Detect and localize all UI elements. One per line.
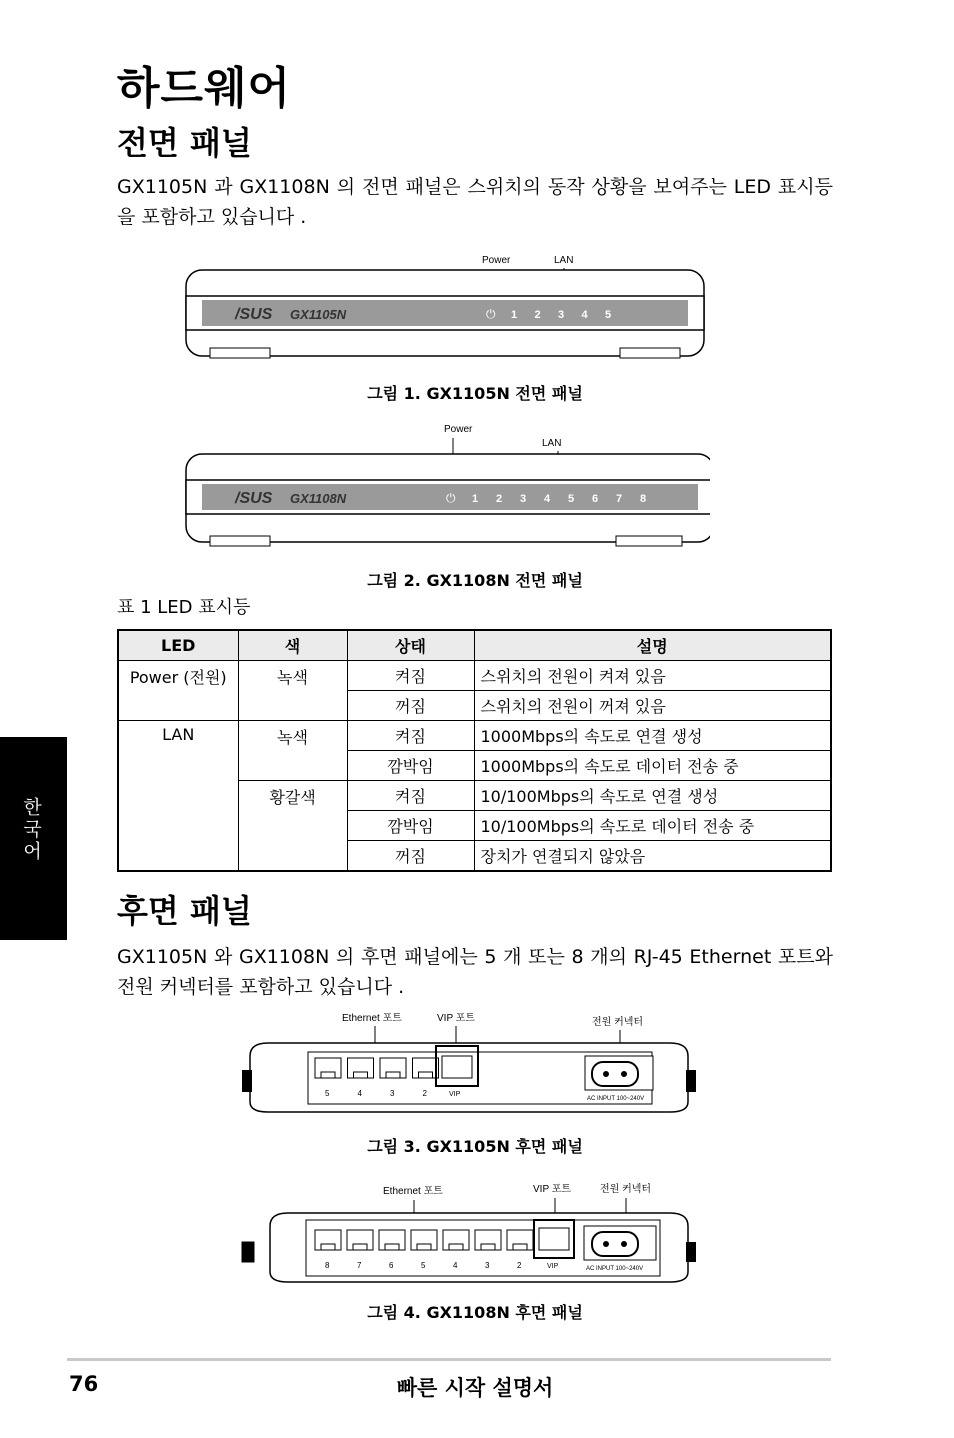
ethernet-port	[413, 1058, 439, 1078]
cell-description: 장치가 연결되지 않았음	[474, 841, 831, 872]
fig4-vip-port-label: VIP	[547, 1263, 559, 1270]
port-number: 6	[389, 1261, 394, 1270]
header-description: 설명	[474, 630, 831, 661]
port-number: 7	[357, 1261, 362, 1270]
cell-state: 켜짐	[347, 661, 474, 691]
fig2-brand-logo: /SUS	[235, 490, 273, 507]
cell-state: 깜박임	[347, 751, 474, 781]
fig1-power-icon: ⏻	[486, 307, 496, 321]
table-row	[118, 721, 831, 751]
cell-state: 꺼짐	[347, 691, 474, 721]
fig3-power-label: 전원 커넥터	[592, 1017, 644, 1028]
port-number: 4	[357, 1089, 362, 1098]
header-state: 상태	[347, 630, 474, 661]
ethernet-port	[315, 1230, 341, 1250]
ethernet-port	[507, 1230, 533, 1250]
ethernet-port	[379, 1230, 405, 1250]
fig2-power-label: Power	[444, 424, 473, 435]
led-number: 2	[534, 309, 541, 321]
fig4-ac-input-label: AC INPUT 100~240V	[586, 1266, 644, 1272]
figure-3-caption: 그림 3. GX1105N 후면 패널	[367, 1137, 583, 1156]
ethernet-port	[380, 1058, 406, 1078]
port-number: 4	[453, 1261, 458, 1270]
figure-gx1108n-front	[180, 418, 710, 553]
port-number: 3	[485, 1261, 490, 1270]
cell-led: LAN	[118, 721, 238, 872]
fig1-lan-label: LAN	[554, 255, 574, 266]
cell-description: 1000Mbps의 속도로 데이터 전송 중	[474, 751, 831, 781]
cell-color: 녹색	[238, 721, 347, 781]
fig2-lan-label: LAN	[542, 438, 562, 449]
cell-color: 황갈색	[238, 781, 347, 872]
led-number: 1	[511, 309, 518, 321]
rear-panel-paragraph: GX1105N 와 GX1108N 의 후면 패널에는 5 개 또는 8 개의 RJ-45 Ethernet 포트와 전원 커넥터를 포함하고 있습니다 .	[117, 946, 833, 998]
fig4-vip-label: VIP 포트	[533, 1184, 572, 1195]
figure-4-caption: 그림 4. GX1108N 후면 패널	[367, 1303, 583, 1322]
table-1-label: 표 1 LED 표시등	[117, 597, 251, 618]
footer-rule	[67, 1358, 831, 1361]
fig1-power-label: Power	[482, 255, 511, 266]
side-tab-label: 한국어	[20, 797, 42, 863]
figure-2-caption: 그림 2. GX1108N 전면 패널	[367, 571, 583, 590]
rear-panel-heading: 후면 패널	[117, 892, 252, 930]
led-number: 4	[581, 309, 588, 321]
table-row	[118, 661, 831, 691]
ethernet-port	[347, 1230, 373, 1250]
cell-led: Power (전원)	[118, 661, 238, 721]
cell-description: 10/100Mbps의 속도로 데이터 전송 중	[474, 811, 831, 841]
led-number: 3	[558, 309, 565, 321]
figure-gx1108n-rear	[240, 1178, 700, 1293]
port-number: 8	[325, 1261, 330, 1270]
figure-gx1105n-rear	[240, 1008, 700, 1123]
fig1-model-logo: GX1105N	[290, 307, 347, 322]
header-led: LED	[118, 630, 238, 661]
fig3-vip-label: VIP 포트	[437, 1013, 476, 1024]
table-header-row	[118, 630, 831, 661]
front-panel-heading: 전면 패널	[117, 124, 252, 162]
footer-title: 빠른 시작 설명서	[396, 1376, 554, 1400]
fig4-ethernet-label: Ethernet 포트	[383, 1186, 443, 1197]
fig2-power-icon: ⏻	[446, 491, 456, 505]
fig3-vip-port-label: VIP	[449, 1091, 461, 1098]
cell-description: 1000Mbps의 속도로 연결 생성	[474, 721, 831, 751]
cell-color: 녹색	[238, 661, 347, 721]
ethernet-port	[348, 1058, 374, 1078]
figure-1-caption: 그림 1. GX1105N 전면 패널	[367, 384, 583, 403]
ethernet-port	[315, 1058, 341, 1078]
fig2-model-logo: GX1108N	[290, 491, 347, 506]
led-number: 4	[544, 493, 551, 505]
port-number: 5	[421, 1261, 426, 1270]
led-number: 6	[592, 493, 599, 505]
led-number: 8	[640, 493, 647, 505]
language-side-tab	[0, 737, 67, 940]
cell-description: 스위치의 전원이 켜져 있음	[474, 661, 831, 691]
cell-state: 꺼짐	[347, 841, 474, 872]
ethernet-port	[411, 1230, 437, 1250]
led-indicator-table	[117, 629, 832, 872]
led-number: 3	[520, 493, 527, 505]
led-number: 5	[568, 493, 575, 505]
port-number: 2	[517, 1261, 522, 1270]
fig3-ac-input-label: AC INPUT 100~240V	[587, 1096, 645, 1102]
led-number: 5	[605, 309, 612, 321]
cell-state: 켜짐	[347, 781, 474, 811]
figure-gx1105n-front	[180, 250, 710, 360]
fig1-brand-logo: /SUS	[235, 306, 273, 323]
cell-state: 깜박임	[347, 811, 474, 841]
port-number: 2	[422, 1089, 427, 1098]
front-panel-paragraph: GX1105N 과 GX1108N 의 전면 패널은 스위치의 동작 상황을 보여주는 LED 표시등을 포함하고 있습니다 .	[117, 176, 833, 228]
fig3-ethernet-label: Ethernet 포트	[342, 1013, 402, 1024]
cell-description: 스위치의 전원이 꺼져 있음	[474, 691, 831, 721]
fig4-power-label: 전원 커넥터	[600, 1184, 652, 1195]
cell-description: 10/100Mbps의 속도로 연결 생성	[474, 781, 831, 811]
header-color: 색	[238, 630, 347, 661]
port-number: 3	[390, 1089, 395, 1098]
cell-state: 켜짐	[347, 721, 474, 751]
page-title: 하드웨어	[117, 63, 292, 114]
led-number: 1	[472, 493, 479, 505]
ethernet-port	[443, 1230, 469, 1250]
port-number: 5	[325, 1089, 330, 1098]
led-number: 7	[616, 493, 623, 505]
page-number: 76	[69, 1372, 99, 1396]
led-number: 2	[496, 493, 503, 505]
ethernet-port	[475, 1230, 501, 1250]
